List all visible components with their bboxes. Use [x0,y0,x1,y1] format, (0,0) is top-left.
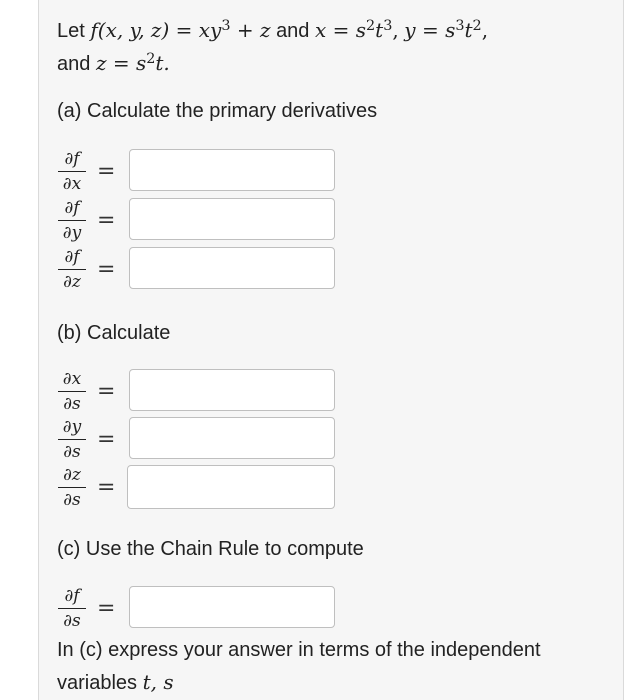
y-definition: $y = s^3t^2$, [404,17,489,42]
and-word-1: and [276,20,310,42]
part-b-row-dz-ds [57,465,347,511]
instruction-note [57,634,617,699]
answer-input-dy-ds[interactable] [129,417,335,459]
equals-sign: = [97,257,116,282]
part-a-heading: (a) Calculate the primary derivatives [57,100,378,122]
problem-line-1 [57,14,617,47]
fraction-df-ds: ∂f ∂s [57,586,87,631]
part-b-row-dx-ds [57,369,347,415]
fraction-df-dy: ∂f ∂y [57,198,87,243]
fraction-dy-ds: ∂y ∂s [57,417,87,462]
and-word-2: and [57,53,91,75]
fraction-df-dx: ∂f ∂x [57,149,87,194]
equals-sign: = [97,159,116,184]
equals-sign: = [97,208,116,233]
part-a-row-df-dz [57,247,347,293]
part-b-heading: (b) Calculate [57,322,171,344]
equals-sign: = [97,475,116,500]
let-word: Let [57,20,85,42]
note-variables: t, s [142,670,174,694]
x-definition: $x = s^2t^3$, [315,17,399,42]
answer-input-df-dz[interactable] [129,247,335,289]
problem-statement [57,14,617,80]
part-b-row-dy-ds [57,417,347,463]
part-a-row-df-dx [57,149,347,195]
part-a-row-df-dy [57,198,347,244]
note-line-1: In (c) express your answer in terms of the independent [57,639,541,661]
fraction-df-dz: ∂f ∂z [57,247,87,292]
f-definition: f(x, y, $z) = xy^3 + z$ [90,17,271,42]
part-c-heading: (c) Use the Chain Rule to compute [57,538,364,560]
note-line-2: variables t, s [57,670,174,694]
answer-input-dx-ds[interactable] [129,369,335,411]
answer-input-df-ds[interactable] [129,586,335,628]
equals-sign: = [97,379,116,404]
fraction-dz-ds: ∂z ∂s [57,465,87,510]
answer-input-dz-ds[interactable] [127,465,335,509]
answer-input-df-dy[interactable] [129,198,335,240]
answer-input-df-dx[interactable] [129,149,335,191]
z-definition: $z = s^2t$. [95,50,170,75]
equals-sign: = [97,596,116,621]
problem-line-2 [57,47,617,80]
equals-sign: = [97,427,116,452]
part-c-row-df-ds [57,586,347,632]
fraction-dx-ds: ∂x ∂s [57,369,87,414]
